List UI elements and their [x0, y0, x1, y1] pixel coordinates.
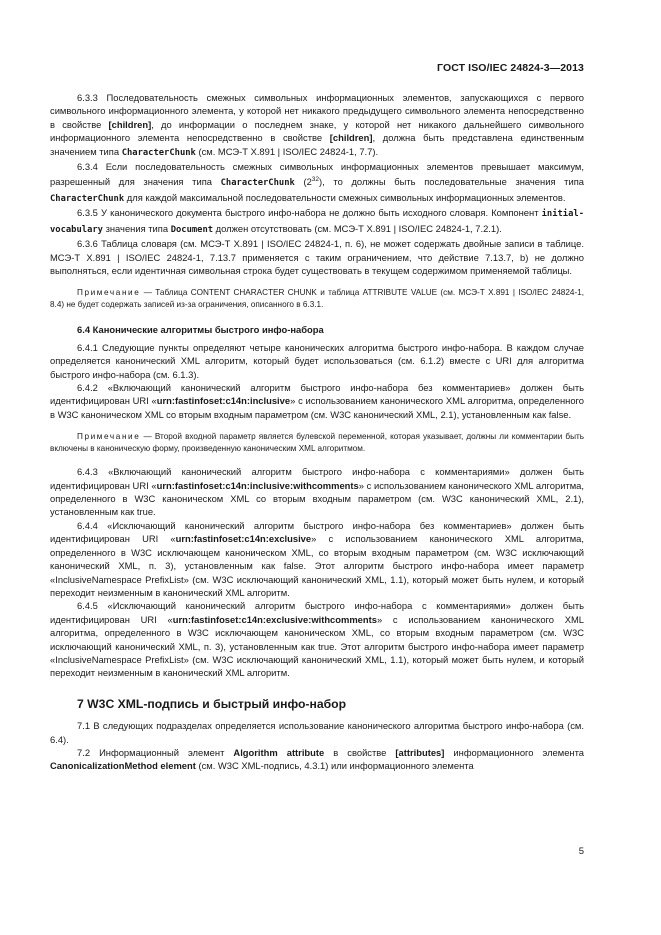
document-header: ГОСТ ISO/IEC 24824-3—2013 — [437, 62, 584, 74]
page-number: 5 — [578, 846, 584, 857]
paragraph-7-1: 7.1 В следующих подразделах определяется использование канонического алгоритма быстрого инфо-набора (см. 6.4). — [50, 720, 584, 745]
paragraph-6-4-3: 6.4.3 «Включающий канонический алгоритм быстрого инфо-набора с комментариями» должен быть идентифицирован URI «urn:fastinfoset:c14n:inclusive:withcomments» с использованием канонического XML алгоритма, определенного в W3C каноническом XML со вторым входным параметром (см. W3C канонический XML, 2.1), установленным как true. — [50, 466, 584, 518]
paragraph-6-3-5: 6.3.5 У канонического документа быстрого инфо-набора не должно быть исходного словаря. Компонент initial-vocabulary значения типа Document должен отсутствовать (см. МСЭ-Т Х.891 | ISO/IEC 24824-1, 7.2.1). — [50, 207, 584, 235]
paragraph-6-4-1: 6.4.1 Следующие пункты определяют четыре канонических алгоритма быстрого инфо-набора. В каждом случае определяется канонический XML алгоритм, который будет использоваться (см. 6.1.2) вместе с URI для алгоритма быстрого инфо-набора (см. 6.1.3). — [50, 341, 584, 380]
paragraph-6-3-4: 6.3.4 Если последовательность смежных символьных информационных элементов превышает максимум, разрешенный для значения типа CharacterChunk $(2^{32})$, то должны быть последовательные значения типа CharacterChunk для каждой максимальной последовательности смежных символьных информационных элементов. — [50, 161, 584, 204]
note-1: Примечание — Таблица CONTENT CHARACTER CHUNK и таблица ATTRIBUTE VALUE (см. МСЭ-Т Х.891 | ISO/IEC 24824-1, 8.4) не будет содержать записей из-за ограничения, описанного в 6.3.1. — [50, 288, 584, 310]
paragraph-6-4-4: 6.4.4 «Исключающий канонический алгоритм быстрого инфо-набора без комментариев» должен быть идентифицирован URI «urn:fastinfoset:c14n:exclusive» с использованием канонического XML алгоритма, определенного в W3C исключающем каноническом XML, со вторым входным параметром (см. W3C исключающий канонический XML, п. 3), установленным как false. Этот алгоритм быстрого инфо-набора имеет параметр «InclusiveNamespace PrefixList» (см. W3C исключающий канонический XML, 1.1), который может быть нулем, и который переходит неизменным в канонический XML алгоритм. — [50, 519, 584, 598]
page-content — [50, 91, 584, 773]
note-2: Примечание — Второй входной параметр является булевской переменной, которая указывает, должны ли комментарии быть включены в каноническую форму, произведенную каноническим XML алгоритмом. — [50, 432, 584, 454]
paragraph-6-3-3: 6.3.3 Последовательность смежных символьных информационных элементов, запускающихся с первого символьного информационного элемента, у которой нет никакого предыдущего символьного элемента непосредственно в свойстве [children], до информации о последнем знаке, у которой нет никакого дальнейшего символьного информационного элемента непосредственно в свойстве [children], должна быть представлена единственным значением типа CharacterChunk (см. МСЭ-Т Х.891 | ISO/IEC 24824-1, 7.7). — [50, 92, 584, 158]
section-heading-6-4: 6.4 Канонические алгоритмы быстрого инфо-набора — [77, 324, 324, 336]
section-heading-7: 7 W3C XML-подпись и быстрый инфо-набор — [77, 696, 347, 711]
paragraph-6-4-2: 6.4.2 «Включающий канонический алгоритм быстрого инфо-набора без комментариев» должен быть идентифицирован URI «urn:fastinfoset:c14n:inclusive» с использованием канонического XML алгоритма, определенного в W3C каноническом XML со вторым входным параметром (см. W3C канонический XML, 2.1), установленным как false. — [50, 382, 584, 420]
paragraph-6-4-5: 6.4.5 «Исключающий канонический алгоритм быстрого инфо-набора с комментариями» должен быть идентифицирован URI «urn:fastinfoset:c14n:exclusive:withcomments» с использованием канонического XML алгоритма, определенного в W3C исключающем каноническом XML, со вторым входным параметром (см. W3C исключающий канонический XML, п. 3), установленным как true. Этот алгоритм быстрого инфо-набора имеет параметр «InclusiveNamespace PrefixList» (см. W3C исключающий канонический XML, 1.1), который может быть нулем, и который переходит неизменным в канонический XML алгоритм. — [50, 600, 584, 679]
paragraph-6-3-6: 6.3.6 Таблица словаря (см. МСЭ-Т Х.891 | ISO/IEC 24824-1, п. 6), не может содержать двойные записи в таблице. МСЭ-Т Х.891 | ISO/IEC 24824-1, 7.13.7 применяется с таким ограничением, что действие 7.13.7, b) не должно выполняться, если идентичная символьная строка будет существовать в текущем содержимом применяемой таблицы. — [50, 238, 584, 276]
paragraph-7-2: 7.2 Информационный элемент Algorithm attribute в свойстве [attributes] информационного элемента CanonicalizationMethod element (см. W3C XML-подпись, 4.3.1) или информационного элемента — [50, 746, 584, 772]
